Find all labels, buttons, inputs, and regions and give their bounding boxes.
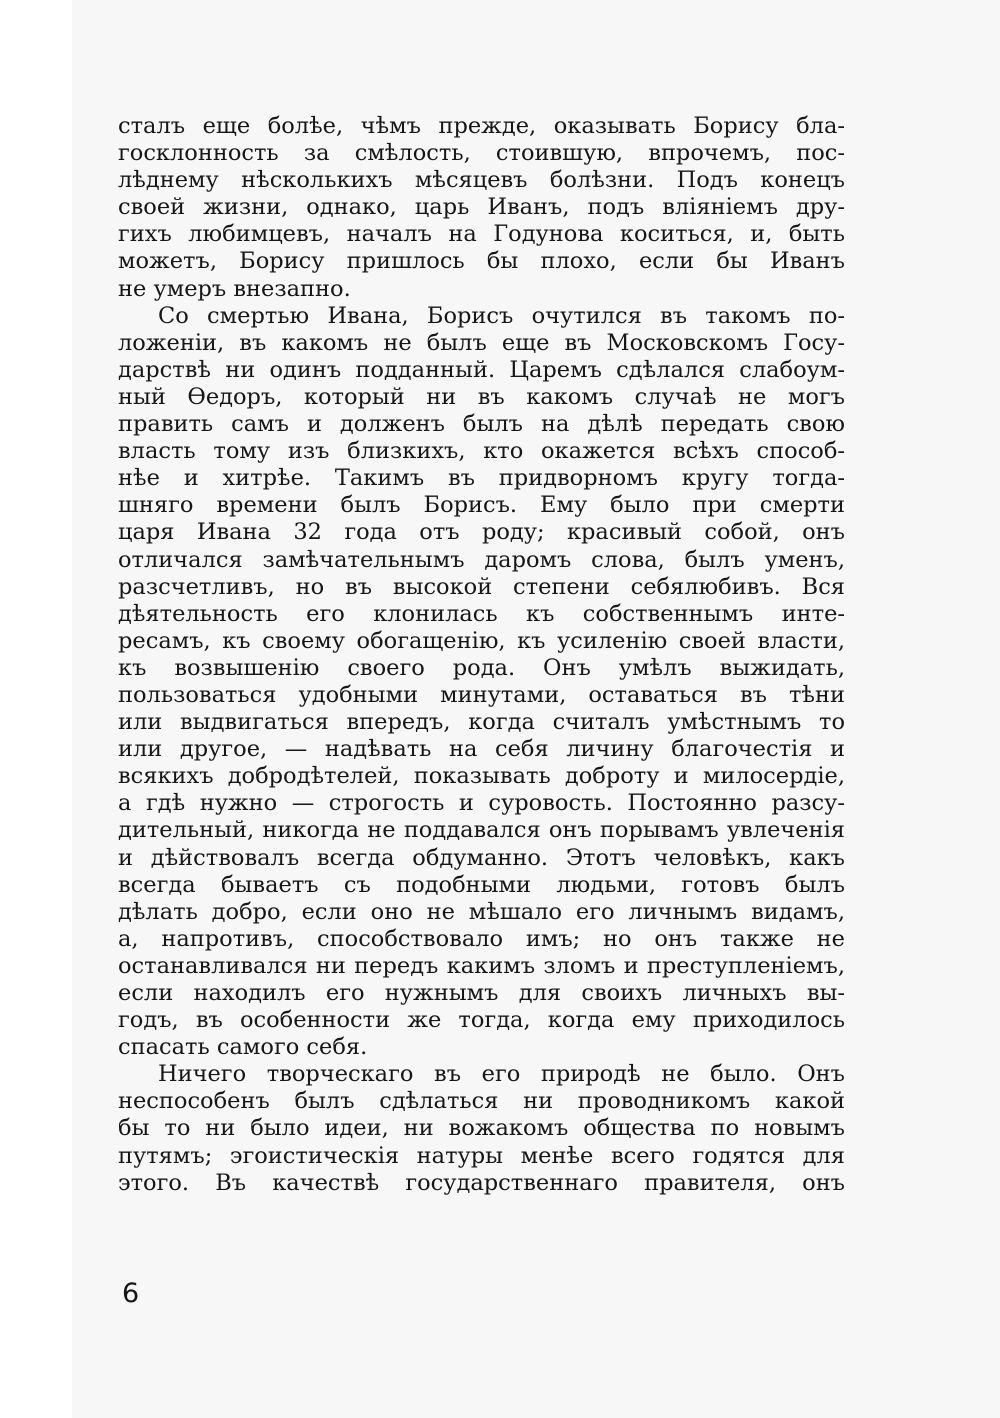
- text-line: госклонность за смѣлость, стоившую, впрочемъ, пос-: [118, 140, 845, 167]
- body-text: [118, 113, 845, 1197]
- text-line: царя Ивана 32 года отъ роду; красивый собой, онъ: [118, 519, 845, 546]
- text-line: бы то ни было идеи, ни вожакомъ общества по новымъ: [118, 1115, 845, 1142]
- page-number: 6: [122, 1278, 140, 1309]
- text-line: пользоваться удобными минутами, оставаться въ тѣни: [118, 681, 845, 708]
- text-line: или другое, — надѣвать на себя личину благочестія и: [118, 736, 845, 763]
- text-line: править самъ и долженъ былъ на дѣлѣ передать свою: [118, 411, 845, 438]
- text-line: Ничего творческаго въ его природѣ не было. Онъ: [158, 1061, 845, 1088]
- text-line: дѣятельность его клонилась къ собственнымъ инте-: [118, 600, 845, 627]
- text-line: путямъ; эгоистическія натуры менѣе всего годятся для: [118, 1142, 845, 1169]
- text-line: своей жизни, однако, царь Иванъ, подъ вліяніемъ дру-: [118, 194, 845, 221]
- text-line: дарствѣ ни одинъ подданный. Царемъ сдѣлался слабоум-: [118, 356, 845, 383]
- text-line: дѣлать добро, если оно не мѣшало его личнымъ видамъ,: [118, 898, 845, 925]
- text-line: ложеніи, въ какомъ не былъ еще въ Московскомъ Госу-: [118, 329, 845, 356]
- text-line: и дѣйствовалъ всегда обдуманно. Этотъ человѣкъ, какъ: [118, 844, 845, 871]
- text-line: къ возвышенію своего рода. Онъ умѣлъ выжидать,: [118, 654, 845, 681]
- text-line: нѣе и хитрѣе. Такимъ въ придворномъ кругу тогда-: [118, 465, 845, 492]
- text-line: всегда бываетъ съ подобными людьми, готовъ былъ: [118, 871, 845, 898]
- text-line: годъ, въ особенности же тогда, когда ему приходилось: [118, 1007, 845, 1034]
- text-line: гихъ любимцевъ, началъ на Годунова коситься, и, быть: [118, 221, 845, 248]
- text-line: не умеръ внезапно.: [118, 275, 351, 302]
- text-line: или выдвигаться впередъ, когда считалъ умѣстнымъ то: [118, 709, 845, 736]
- text-line: разсчетливъ, но въ высокой степени себялюбивъ. Вся: [118, 573, 845, 600]
- text-line: лѣднему нѣсколькихъ мѣсяцевъ болѣзни. Подъ конецъ: [118, 167, 845, 194]
- text-line: власть тому изъ близкихъ, кто окажется всѣхъ способ-: [118, 438, 845, 465]
- text-line: останавливался ни передъ какимъ зломъ и преступленіемъ,: [118, 952, 845, 979]
- text-line: можетъ, Борису пришлось бы плохо, если бы Иванъ: [118, 248, 845, 275]
- text-line: неспособенъ былъ сдѣлаться ни проводникомъ какой: [118, 1088, 845, 1115]
- text-line: ресамъ, къ своему обогащенію, къ усиленію своей власти,: [118, 627, 845, 654]
- text-line: а гдѣ нужно — строгость и суровость. Постоянно разсу-: [118, 790, 845, 817]
- text-line: а, напротивъ, способствовало имъ; но онъ также не: [118, 925, 845, 952]
- text-line: сталъ еще болѣе, чѣмъ прежде, оказывать Борису бла-: [118, 113, 845, 139]
- text-line: всякихъ добродѣтелей, показывать доброту и милосердіе,: [118, 763, 845, 790]
- text-line: шняго времени былъ Борисъ. Ему было при смерти: [118, 492, 845, 519]
- text-line: отличался замѣчательнымъ даромъ слова, былъ уменъ,: [118, 546, 845, 573]
- text-line: Со смертью Ивана, Борисъ очутился въ такомъ по-: [158, 302, 845, 329]
- text-line: спасать самого себя.: [118, 1034, 368, 1061]
- text-line: если находилъ его нужнымъ для своихъ личныхъ вы-: [118, 980, 845, 1006]
- text-line: дительный, никогда не поддавался онъ порывамъ увлеченія: [118, 817, 845, 844]
- text-line: этого. Въ качествѣ государственнаго правителя, онъ: [118, 1169, 845, 1196]
- text-line: ный Ѳедоръ, который ни въ какомъ случаѣ не могъ: [118, 383, 845, 410]
